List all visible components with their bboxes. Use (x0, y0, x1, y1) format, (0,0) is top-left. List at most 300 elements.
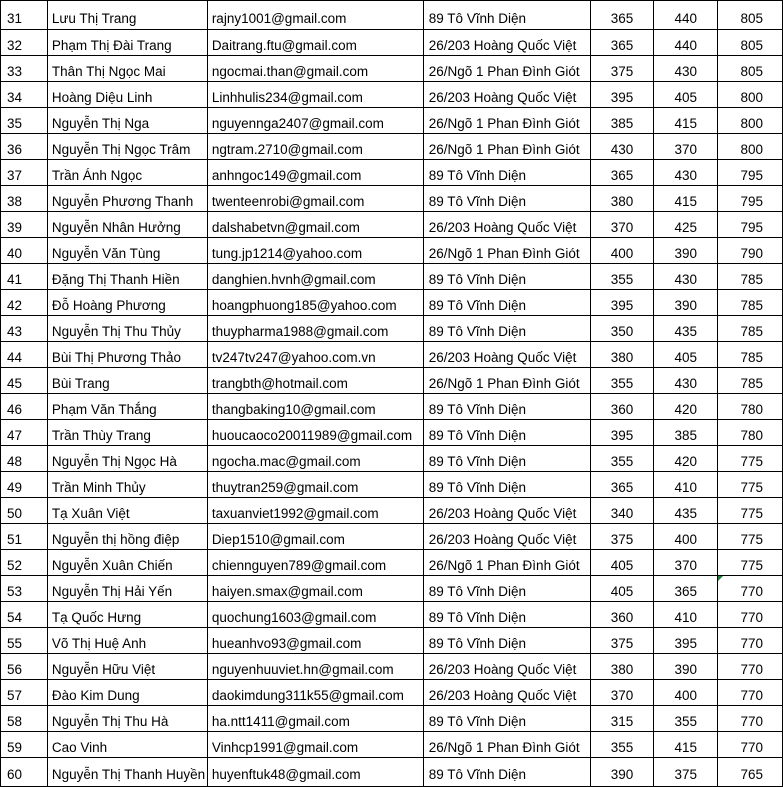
score-2-cell[interactable] (654, 602, 718, 628)
total-score-cell[interactable] (718, 680, 783, 706)
score-2-cell[interactable] (654, 160, 718, 186)
address-cell[interactable] (423, 550, 590, 576)
address-cell[interactable] (423, 446, 590, 472)
email-cell-text: thuytran259@gmail.com (211, 480, 359, 495)
email-cell[interactable] (207, 498, 423, 524)
row-number-cell[interactable] (1, 394, 48, 420)
row-number-cell[interactable] (1, 654, 48, 680)
score-1-cell[interactable] (590, 498, 654, 524)
total-score-cell[interactable] (718, 732, 783, 758)
table-row (1, 30, 783, 56)
address-cell[interactable] (423, 108, 590, 134)
address-cell-text: 26/203 Hoàng Quốc Việt (428, 532, 577, 547)
row-number-cell[interactable] (1, 472, 48, 498)
address-cell[interactable] (423, 706, 590, 732)
score-1-cell[interactable] (590, 342, 654, 368)
table-row (1, 160, 783, 186)
score-1-cell-text: 370 (610, 220, 634, 235)
score-2-cell[interactable] (654, 342, 718, 368)
score-2-cell-text: 415 (674, 116, 697, 131)
total-score-cell-text: 770 (740, 584, 763, 599)
name-cell-text: Trần Minh Thủy (51, 480, 146, 495)
address-cell-text: 26/Ngõ 1 Phan Đình Giót (428, 142, 580, 157)
name-cell[interactable] (47, 56, 207, 82)
email-cell[interactable] (207, 576, 423, 602)
email-cell-text: ngtram.2710@gmail.com (211, 142, 363, 157)
row-number-cell[interactable] (1, 576, 48, 602)
name-cell[interactable] (47, 108, 207, 134)
address-cell[interactable] (423, 1, 590, 30)
score-1-cell[interactable] (590, 420, 654, 446)
score-1-cell[interactable] (590, 160, 654, 186)
email-cell[interactable] (207, 238, 423, 264)
email-cell[interactable] (207, 1, 423, 30)
total-score-cell[interactable] (718, 420, 783, 446)
score-1-cell-text: 375 (610, 64, 634, 79)
total-score-cell[interactable] (718, 186, 783, 212)
address-cell[interactable] (423, 160, 590, 186)
score-2-cell[interactable] (654, 758, 718, 787)
table-row (1, 290, 783, 316)
address-cell[interactable] (423, 602, 590, 628)
row-number-cell[interactable] (1, 732, 48, 758)
email-cell-text: thuypharma1988@gmail.com (211, 324, 389, 339)
total-score-cell[interactable] (718, 550, 783, 576)
name-cell[interactable] (47, 342, 207, 368)
row-number-cell[interactable] (1, 342, 48, 368)
score-1-cell[interactable] (590, 654, 654, 680)
total-score-cell-text: 775 (740, 454, 763, 469)
address-cell[interactable] (423, 212, 590, 238)
name-cell[interactable] (47, 732, 207, 758)
row-number-cell-text: 37 (7, 168, 23, 183)
address-cell[interactable] (423, 394, 590, 420)
row-number-cell-text: 38 (7, 194, 23, 209)
score-2-cell[interactable] (654, 238, 718, 264)
row-number-cell[interactable] (1, 316, 48, 342)
email-cell-text: hoangphuong185@yahoo.com (211, 298, 397, 313)
email-cell[interactable] (207, 758, 423, 787)
score-2-cell[interactable] (654, 212, 718, 238)
score-1-cell[interactable] (590, 550, 654, 576)
score-2-cell-text: 420 (674, 454, 697, 469)
row-number-cell[interactable] (1, 264, 48, 290)
row-number-cell[interactable] (1, 82, 48, 108)
row-number-cell[interactable] (1, 680, 48, 706)
address-cell-text: 89 Tô Vĩnh Diện (428, 402, 527, 417)
score-2-cell-text: 435 (674, 324, 697, 339)
score-2-cell[interactable] (654, 576, 718, 602)
name-cell[interactable] (47, 1, 207, 30)
total-score-cell[interactable] (718, 264, 783, 290)
total-score-cell[interactable] (718, 706, 783, 732)
row-number-cell[interactable] (1, 602, 48, 628)
score-1-cell[interactable] (590, 602, 654, 628)
email-cell[interactable] (207, 212, 423, 238)
name-cell[interactable] (47, 654, 207, 680)
name-cell[interactable] (47, 576, 207, 602)
score-1-cell[interactable] (590, 82, 654, 108)
email-cell[interactable] (207, 446, 423, 472)
score-1-cell-text: 355 (610, 272, 634, 287)
row-number-cell-text: 60 (7, 767, 23, 782)
score-2-cell[interactable] (654, 108, 718, 134)
total-score-cell[interactable] (718, 368, 783, 394)
table-row (1, 524, 783, 550)
address-cell[interactable] (423, 186, 590, 212)
total-score-cell[interactable] (718, 238, 783, 264)
row-number-cell[interactable] (1, 56, 48, 82)
name-cell[interactable] (47, 212, 207, 238)
email-cell[interactable] (207, 524, 423, 550)
table-row (1, 238, 783, 264)
score-1-cell[interactable] (590, 212, 654, 238)
total-score-cell-text: 805 (740, 10, 763, 26)
address-cell[interactable] (423, 758, 590, 787)
total-score-cell-text: 795 (740, 220, 763, 235)
score-1-cell[interactable] (590, 56, 654, 82)
total-score-cell-text: 800 (740, 90, 763, 105)
name-cell[interactable] (47, 160, 207, 186)
total-score-cell[interactable] (718, 134, 783, 160)
total-score-cell[interactable] (718, 290, 783, 316)
total-score-cell[interactable] (718, 316, 783, 342)
score-2-cell[interactable] (654, 316, 718, 342)
address-cell[interactable] (423, 498, 590, 524)
row-number-cell[interactable] (1, 108, 48, 134)
name-cell[interactable] (47, 368, 207, 394)
email-cell[interactable] (207, 290, 423, 316)
score-1-cell[interactable] (590, 264, 654, 290)
address-cell[interactable] (423, 342, 590, 368)
email-cell[interactable] (207, 472, 423, 498)
table-row (1, 1, 783, 30)
score-2-cell-text: 390 (674, 298, 697, 313)
email-cell[interactable] (207, 368, 423, 394)
total-score-cell[interactable] (718, 472, 783, 498)
score-1-cell[interactable] (590, 1, 654, 30)
row-number-cell[interactable] (1, 550, 48, 576)
total-score-cell-text: 770 (740, 662, 763, 677)
name-cell-text: Nguyễn Thị Ngọc Trâm (51, 142, 191, 157)
total-score-cell[interactable] (718, 82, 783, 108)
name-cell[interactable] (47, 628, 207, 654)
score-1-cell[interactable] (590, 238, 654, 264)
total-score-cell-text: 785 (740, 376, 763, 391)
email-cell-text: Linhhulis234@gmail.com (211, 90, 363, 105)
name-cell-text: Trần Ánh Ngọc (51, 168, 143, 183)
total-score-cell-text: 775 (740, 558, 763, 573)
score-2-cell-text: 425 (674, 220, 697, 235)
address-cell-text: 89 Tô Vĩnh Diện (428, 10, 527, 26)
score-2-cell[interactable] (654, 1, 718, 30)
email-cell[interactable] (207, 706, 423, 732)
address-cell[interactable] (423, 56, 590, 82)
total-score-cell[interactable] (718, 342, 783, 368)
total-score-cell[interactable] (718, 446, 783, 472)
score-2-cell[interactable] (654, 368, 718, 394)
score-1-cell[interactable] (590, 472, 654, 498)
score-1-cell[interactable] (590, 316, 654, 342)
address-cell[interactable] (423, 654, 590, 680)
email-cell[interactable] (207, 56, 423, 82)
name-cell[interactable] (47, 472, 207, 498)
email-cell[interactable] (207, 30, 423, 56)
table-row (1, 420, 783, 446)
score-1-cell[interactable] (590, 732, 654, 758)
email-cell[interactable] (207, 602, 423, 628)
address-cell[interactable] (423, 238, 590, 264)
score-2-cell-text: 430 (674, 64, 697, 79)
address-cell[interactable] (423, 472, 590, 498)
name-cell[interactable] (47, 758, 207, 787)
name-cell-text: Nguyễn Thị Nga (51, 116, 150, 131)
score-1-cell-text: 355 (610, 376, 634, 391)
score-2-cell[interactable] (654, 82, 718, 108)
row-number-cell[interactable] (1, 212, 48, 238)
email-cell-text: twenteenrobi@gmail.com (211, 194, 365, 209)
email-cell[interactable] (207, 186, 423, 212)
total-score-cell[interactable] (718, 394, 783, 420)
score-2-cell-text: 415 (674, 740, 697, 755)
address-cell[interactable] (423, 30, 590, 56)
email-cell-text: quochung1603@gmail.com (211, 610, 377, 625)
score-2-cell[interactable] (654, 550, 718, 576)
row-number-cell-text: 40 (7, 246, 23, 261)
score-2-cell-text: 415 (674, 194, 697, 209)
row-number-cell[interactable] (1, 238, 48, 264)
row-number-cell[interactable] (1, 186, 48, 212)
name-cell[interactable] (47, 602, 207, 628)
name-cell[interactable] (47, 550, 207, 576)
total-score-cell-text: 785 (740, 324, 763, 339)
score-2-cell[interactable] (654, 524, 718, 550)
row-number-cell-text: 42 (7, 298, 23, 313)
score-1-cell[interactable] (590, 290, 654, 316)
name-cell-text: Hoàng Diệu Linh (51, 90, 153, 105)
score-2-cell-text: 440 (674, 38, 697, 53)
name-cell[interactable] (47, 394, 207, 420)
total-score-cell[interactable] (718, 30, 783, 56)
address-cell[interactable] (423, 420, 590, 446)
name-cell[interactable] (47, 134, 207, 160)
total-score-cell[interactable] (718, 576, 783, 602)
total-score-cell-text: 775 (740, 506, 763, 521)
row-number-cell[interactable] (1, 290, 48, 316)
score-2-cell[interactable] (654, 290, 718, 316)
name-cell[interactable] (47, 316, 207, 342)
score-2-cell[interactable] (654, 186, 718, 212)
row-number-cell-text: 36 (7, 142, 23, 157)
total-score-cell[interactable] (718, 108, 783, 134)
total-score-cell-text: 775 (740, 532, 763, 547)
email-cell[interactable] (207, 264, 423, 290)
total-score-cell-text: 770 (740, 714, 763, 729)
email-cell-text: Diep1510@gmail.com (211, 532, 345, 547)
score-2-cell[interactable] (654, 420, 718, 446)
address-cell-text: 89 Tô Vĩnh Diện (428, 298, 527, 313)
score-1-cell[interactable] (590, 186, 654, 212)
score-2-cell[interactable] (654, 732, 718, 758)
score-1-cell[interactable] (590, 368, 654, 394)
score-2-cell[interactable] (654, 628, 718, 654)
total-score-cell[interactable] (718, 212, 783, 238)
total-score-cell[interactable] (718, 758, 783, 787)
address-cell[interactable] (423, 290, 590, 316)
name-cell[interactable] (47, 446, 207, 472)
address-cell[interactable] (423, 134, 590, 160)
score-2-cell-text: 420 (674, 402, 697, 417)
total-score-cell-text: 805 (740, 38, 763, 53)
score-1-cell[interactable] (590, 576, 654, 602)
email-cell-text: taxuanviet1992@gmail.com (211, 506, 379, 521)
name-cell[interactable] (47, 82, 207, 108)
table-row (1, 602, 783, 628)
score-1-cell-text: 375 (610, 636, 634, 651)
row-number-cell[interactable] (1, 446, 48, 472)
score-1-cell[interactable] (590, 524, 654, 550)
score-2-cell[interactable] (654, 498, 718, 524)
address-cell[interactable] (423, 82, 590, 108)
table-row (1, 316, 783, 342)
score-1-cell-text: 405 (610, 558, 634, 573)
email-cell-text: nguyenhuuviet.hn@gmail.com (211, 662, 394, 677)
row-number-cell[interactable] (1, 1, 48, 30)
address-cell[interactable] (423, 316, 590, 342)
address-cell[interactable] (423, 628, 590, 654)
name-cell[interactable] (47, 680, 207, 706)
name-cell-text: Nguyễn Thị Ngọc Hà (51, 454, 177, 469)
name-cell-text: Võ Thị Huệ Anh (51, 636, 147, 651)
table-row (1, 446, 783, 472)
email-cell[interactable] (207, 420, 423, 446)
email-cell[interactable] (207, 394, 423, 420)
total-score-cell-text: 795 (740, 194, 763, 209)
row-number-cell-text: 49 (7, 480, 23, 495)
total-score-cell[interactable] (718, 602, 783, 628)
name-cell[interactable] (47, 30, 207, 56)
score-1-cell[interactable] (590, 758, 654, 787)
name-cell[interactable] (47, 238, 207, 264)
address-cell-text: 26/203 Hoàng Quốc Việt (428, 662, 577, 677)
row-number-cell[interactable] (1, 524, 48, 550)
score-1-cell[interactable] (590, 680, 654, 706)
score-2-cell[interactable] (654, 134, 718, 160)
table-row (1, 134, 783, 160)
total-score-cell[interactable] (718, 498, 783, 524)
score-2-cell-text: 390 (674, 246, 697, 261)
score-1-cell[interactable] (590, 706, 654, 732)
address-cell[interactable] (423, 576, 590, 602)
email-cell[interactable] (207, 732, 423, 758)
score-2-cell[interactable] (654, 446, 718, 472)
email-cell[interactable] (207, 316, 423, 342)
total-score-cell[interactable] (718, 1, 783, 30)
row-number-cell[interactable] (1, 420, 48, 446)
total-score-cell-text: 770 (740, 636, 763, 651)
email-cell-text: anhngoc149@gmail.com (211, 168, 362, 183)
name-cell[interactable] (47, 498, 207, 524)
score-2-cell[interactable] (654, 706, 718, 732)
address-cell[interactable] (423, 732, 590, 758)
row-number-cell[interactable] (1, 706, 48, 732)
total-score-cell-text: 785 (740, 298, 763, 313)
total-score-cell[interactable] (718, 654, 783, 680)
row-number-cell[interactable] (1, 160, 48, 186)
score-2-cell[interactable] (654, 654, 718, 680)
row-number-cell[interactable] (1, 628, 48, 654)
name-cell[interactable] (47, 264, 207, 290)
score-1-cell-text: 360 (610, 610, 634, 625)
score-1-cell[interactable] (590, 134, 654, 160)
name-cell-text: Cao Vinh (51, 740, 108, 755)
score-2-cell[interactable] (654, 680, 718, 706)
email-cell[interactable] (207, 160, 423, 186)
total-score-cell[interactable] (718, 628, 783, 654)
total-score-cell-text: 770 (740, 610, 763, 625)
score-1-cell[interactable] (590, 108, 654, 134)
address-cell[interactable] (423, 368, 590, 394)
score-2-cell[interactable] (654, 472, 718, 498)
name-cell[interactable] (47, 290, 207, 316)
total-score-cell[interactable] (718, 56, 783, 82)
score-2-cell[interactable] (654, 30, 718, 56)
row-number-cell[interactable] (1, 758, 48, 787)
email-cell[interactable] (207, 134, 423, 160)
score-1-cell[interactable] (590, 628, 654, 654)
score-1-cell[interactable] (590, 30, 654, 56)
score-1-cell[interactable] (590, 394, 654, 420)
total-score-cell[interactable] (718, 160, 783, 186)
name-cell-text: Nguyễn Nhân Hưởng (51, 220, 181, 235)
email-cell[interactable] (207, 680, 423, 706)
row-number-cell-text: 44 (7, 350, 23, 365)
total-score-cell[interactable] (718, 524, 783, 550)
name-cell-text: Nguyễn Thị Thu Hà (51, 714, 169, 729)
address-cell[interactable] (423, 524, 590, 550)
address-cell-text: 26/Ngõ 1 Phan Đình Giót (428, 246, 580, 261)
email-cell[interactable] (207, 342, 423, 368)
name-cell-text: Tạ Quốc Hưng (51, 610, 142, 625)
row-number-cell[interactable] (1, 134, 48, 160)
table-row (1, 550, 783, 576)
table-row (1, 654, 783, 680)
total-score-cell-text: 765 (740, 767, 763, 782)
row-number-cell[interactable] (1, 368, 48, 394)
score-2-cell[interactable] (654, 56, 718, 82)
score-1-cell-text: 360 (610, 402, 634, 417)
name-cell[interactable] (47, 706, 207, 732)
row-number-cell-text: 59 (7, 740, 23, 755)
address-cell-text: 89 Tô Vĩnh Diện (428, 767, 527, 782)
name-cell[interactable] (47, 420, 207, 446)
name-cell[interactable] (47, 524, 207, 550)
row-number-cell[interactable] (1, 30, 48, 56)
score-1-cell[interactable] (590, 446, 654, 472)
email-cell[interactable] (207, 628, 423, 654)
address-cell[interactable] (423, 264, 590, 290)
name-cell[interactable] (47, 186, 207, 212)
name-cell-text: Đỗ Hoàng Phương (51, 298, 166, 313)
email-cell[interactable] (207, 82, 423, 108)
address-cell[interactable] (423, 680, 590, 706)
row-number-cell[interactable] (1, 498, 48, 524)
score-2-cell[interactable] (654, 394, 718, 420)
email-cell[interactable] (207, 654, 423, 680)
email-cell[interactable] (207, 550, 423, 576)
email-cell[interactable] (207, 108, 423, 134)
score-2-cell[interactable] (654, 264, 718, 290)
